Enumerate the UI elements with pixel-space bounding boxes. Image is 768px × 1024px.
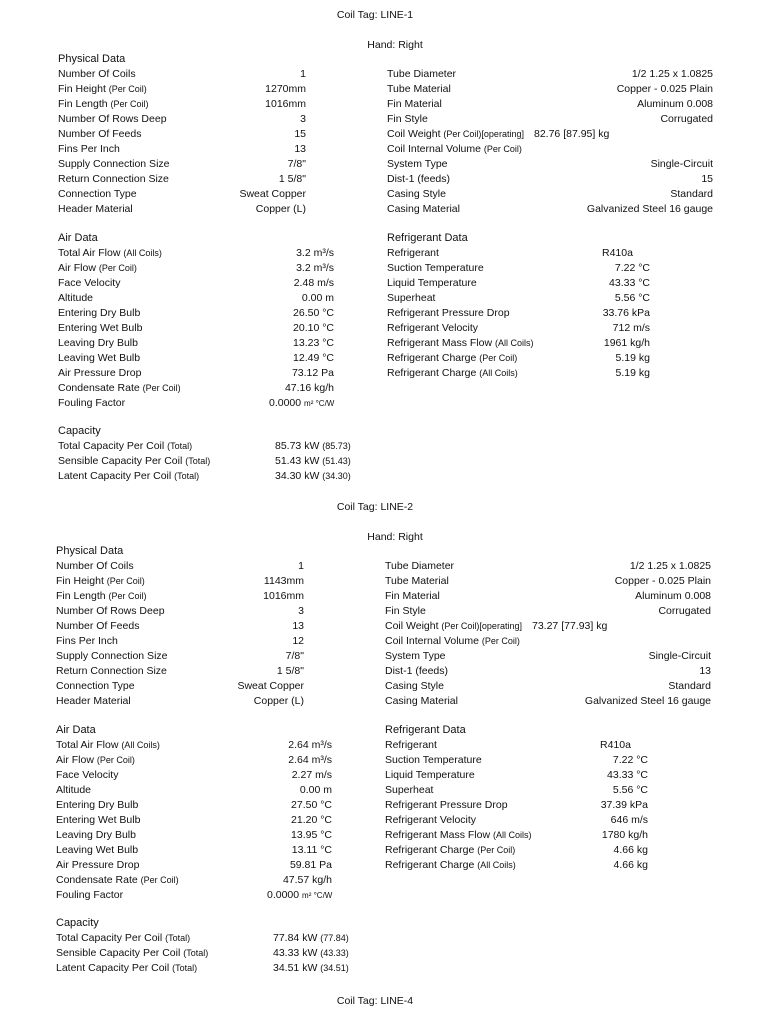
air-data-label: Air Pressure Drop — [58, 367, 142, 379]
air-data-label: Air Flow (Per Coil) — [58, 262, 137, 274]
air-data-label: Fouling Factor — [56, 889, 124, 901]
refrigerant-data-label: Superheat — [385, 784, 434, 796]
hand-label: Hand: — [367, 39, 396, 51]
physical-left-label: Number Of Rows Deep — [58, 113, 167, 125]
physical-left-label: Return Connection Size — [56, 665, 167, 677]
air-data-value — [269, 396, 334, 411]
air-data-number: 0.0000 — [267, 889, 300, 901]
refrigerant-data-value: 712 m/s — [612, 322, 650, 334]
refrigerant-data-label: Refrigerant Pressure Drop — [387, 307, 510, 319]
physical-right-label: System Type — [385, 650, 446, 662]
refrigerant-data-value: 5.19 kg — [615, 367, 650, 379]
air-data-value: 0.00 m — [299, 784, 332, 796]
air-data-label: Face Velocity — [56, 769, 119, 781]
refrigerant-data-label: Refrigerant Pressure Drop — [385, 799, 508, 811]
physical-right-value: 1/2 1.25 x 1.0825 — [629, 560, 711, 572]
physical-left-value: Sweat Copper — [237, 680, 304, 692]
air-data-label: Altitude — [58, 292, 94, 304]
physical-left-label: Number Of Coils — [56, 560, 134, 572]
physical-right-value: Galvanized Steel 16 gauge — [584, 695, 711, 707]
physical-right-label: Casing Material — [385, 695, 458, 707]
air-data-label: Condensate Rate (Per Coil) — [58, 382, 181, 394]
physical-data-heading: Physical Data — [58, 53, 126, 65]
air-data-value: 21.20 °C — [291, 814, 332, 826]
capacity-value — [273, 931, 349, 946]
air-data-number: 0.0000 — [269, 397, 302, 409]
physical-right-label: Fin Style — [387, 113, 428, 125]
air-data-label: Air Flow (Per Coil) — [56, 754, 135, 766]
physical-left-value: 1 5/8" — [278, 173, 306, 185]
air-data-heading: Air Data — [56, 724, 96, 736]
physical-right-label: Casing Style — [385, 680, 444, 692]
capacity-value — [273, 946, 349, 961]
refrigerant-data-value: 7.22 °C — [612, 754, 648, 766]
air-data-value: 3.2 m³/s — [296, 262, 334, 274]
capacity-label: Total Capacity Per Coil (Total) — [58, 440, 193, 452]
physical-right-value: Copper - 0.025 Plain — [616, 83, 713, 95]
air-data-value: 0.00 m — [301, 292, 334, 304]
hand-label: Hand: — [367, 531, 396, 543]
physical-left-label: Header Material — [56, 695, 131, 707]
physical-left-label: Number Of Rows Deep — [56, 605, 165, 617]
air-data-value: 20.10 °C — [293, 322, 334, 334]
capacity-extra: (77.84) — [320, 933, 349, 943]
air-data-value: 12.49 °C — [293, 352, 334, 364]
air-data-label: Entering Wet Bulb — [56, 814, 141, 826]
air-data-label: Leaving Wet Bulb — [56, 844, 139, 856]
air-data-label: Leaving Wet Bulb — [58, 352, 141, 364]
physical-right-label: Tube Material — [385, 575, 449, 587]
physical-data-heading: Physical Data — [56, 545, 124, 557]
capacity-number: 85.73 kW — [275, 440, 320, 452]
physical-left-value: 13 — [292, 620, 304, 632]
air-data-value — [267, 888, 332, 903]
refrigerant-data-label: Refrigerant Velocity — [387, 322, 479, 334]
physical-right-value: 73.27 [77.93] kg — [532, 620, 608, 632]
physical-left-value: 1 5/8" — [276, 665, 304, 677]
physical-right-label: Tube Diameter — [385, 560, 455, 572]
refrigerant-data-label: Refrigerant Charge (Per Coil) — [387, 352, 518, 364]
air-data-unit: m² °C/W — [302, 891, 333, 900]
physical-left-value: 15 — [294, 128, 306, 140]
physical-right-label: Dist-1 (feeds) — [387, 173, 451, 185]
physical-left-value: 13 — [294, 143, 306, 155]
physical-right-value: Galvanized Steel 16 gauge — [586, 203, 713, 215]
physical-left-label: Fins Per Inch — [58, 143, 120, 155]
air-data-value: 47.57 kg/h — [282, 874, 332, 886]
physical-right-label: Tube Material — [387, 83, 451, 95]
refrigerant-data-label: Superheat — [387, 292, 436, 304]
refrigerant-data-heading: Refrigerant Data — [385, 724, 466, 736]
physical-right-value: Aluminum 0.008 — [635, 590, 711, 602]
physical-left-value: Sweat Copper — [239, 188, 306, 200]
physical-left-label: Supply Connection Size — [58, 158, 170, 170]
hand-value: Right — [398, 531, 423, 543]
physical-right-label: Dist-1 (feeds) — [385, 665, 449, 677]
physical-left-value: Copper (L) — [253, 695, 304, 707]
hand-line — [20, 38, 768, 53]
refrigerant-data-value: 4.66 kg — [613, 844, 648, 856]
hand-value: Right — [398, 39, 423, 51]
physical-right-value: 13 — [699, 665, 711, 677]
physical-left-value: 1143mm — [263, 575, 304, 587]
air-data-value: 13.95 °C — [291, 829, 332, 841]
air-data-label: Entering Dry Bulb — [56, 799, 139, 811]
physical-left-label: Fin Length (Per Coil) — [58, 98, 149, 110]
refrigerant-data-value: 5.56 °C — [614, 292, 650, 304]
air-data-value: 73.12 Pa — [291, 367, 334, 379]
air-data-label: Entering Dry Bulb — [58, 307, 141, 319]
physical-right-label: Casing Material — [387, 203, 460, 215]
physical-left-value: 1270mm — [265, 83, 306, 95]
physical-right-value: 1/2 1.25 x 1.0825 — [631, 68, 713, 80]
capacity-number: 34.51 kW — [273, 962, 318, 974]
coil-tag-label: Coil Tag: — [336, 995, 378, 1007]
coil-tag-label: Coil Tag: — [336, 9, 378, 21]
air-data-label: Face Velocity — [58, 277, 121, 289]
physical-right-value: Standard — [670, 188, 713, 200]
physical-right-label: Fin Style — [385, 605, 426, 617]
capacity-label: Sensible Capacity Per Coil (Total) — [58, 455, 211, 467]
physical-right-label: Tube Diameter — [387, 68, 457, 80]
physical-left-value: 1016mm — [265, 98, 306, 110]
physical-left-value: 1 — [300, 68, 306, 80]
physical-right-label: Fin Material — [385, 590, 440, 602]
physical-left-label: Fins Per Inch — [56, 635, 118, 647]
physical-right-label: Casing Style — [387, 188, 446, 200]
physical-right-value: Single-Circuit — [650, 158, 713, 170]
air-data-value: 26.50 °C — [293, 307, 334, 319]
refrigerant-data-value: 37.39 kPa — [600, 799, 648, 811]
capacity-value — [275, 454, 351, 469]
capacity-extra: (85.73) — [322, 441, 351, 451]
physical-right-value: Copper - 0.025 Plain — [614, 575, 711, 587]
refrigerant-data-value: 5.56 °C — [612, 784, 648, 796]
air-data-value: 13.23 °C — [293, 337, 334, 349]
refrigerant-data-label: Refrigerant — [385, 739, 437, 751]
capacity-number: 43.33 kW — [273, 947, 318, 959]
capacity-extra: (43.33) — [320, 948, 349, 958]
refrigerant-data-label: Suction Temperature — [387, 262, 484, 274]
physical-left-value: 12 — [292, 635, 304, 647]
refrigerant-data-label: Refrigerant Charge (Per Coil) — [385, 844, 516, 856]
physical-left-label: Fin Height (Per Coil) — [58, 83, 147, 95]
physical-left-value: 7/8" — [285, 650, 304, 662]
physical-left-label: Fin Height (Per Coil) — [56, 575, 145, 587]
physical-right-value: 82.76 [87.95] kg — [534, 128, 610, 140]
refrigerant-data-value: 1780 kg/h — [601, 829, 648, 841]
air-data-value: 13.11 °C — [291, 844, 332, 856]
air-data-value: 47.16 kg/h — [284, 382, 334, 394]
capacity-label: Latent Capacity Per Coil (Total) — [56, 962, 198, 974]
refrigerant-data-label: Refrigerant Mass Flow (All Coils) — [387, 337, 534, 349]
air-data-label: Condensate Rate (Per Coil) — [56, 874, 179, 886]
capacity-extra: (51.43) — [322, 456, 351, 466]
refrigerant-data-value: 43.33 °C — [609, 277, 650, 289]
refrigerant-data-value: 7.22 °C — [614, 262, 650, 274]
physical-left-value: Copper (L) — [255, 203, 306, 215]
refrigerant-data-label: Suction Temperature — [385, 754, 482, 766]
refrigerant-data-value: 4.66 kg — [613, 859, 648, 871]
capacity-heading: Capacity — [56, 917, 99, 929]
air-data-label: Entering Wet Bulb — [58, 322, 143, 334]
physical-left-value: 1016mm — [263, 590, 304, 602]
hand-line — [20, 530, 768, 545]
refrigerant-data-label: Refrigerant Mass Flow (All Coils) — [385, 829, 532, 841]
air-data-unit: m² °C/W — [304, 399, 335, 408]
physical-left-label: Return Connection Size — [58, 173, 169, 185]
capacity-extra: (34.51) — [320, 963, 349, 973]
physical-left-value: 3 — [300, 113, 306, 125]
refrigerant-data-value: 33.76 kPa — [602, 307, 650, 319]
capacity-label: Sensible Capacity Per Coil (Total) — [56, 947, 209, 959]
refrigerant-data-label: Refrigerant — [387, 247, 439, 259]
physical-right-value: Single-Circuit — [648, 650, 711, 662]
capacity-value — [273, 961, 349, 976]
physical-left-label: Fin Length (Per Coil) — [56, 590, 147, 602]
physical-left-label: Number Of Feeds — [56, 620, 140, 632]
refrigerant-data-value: 646 m/s — [610, 814, 648, 826]
air-data-value: 2.64 m³/s — [288, 754, 332, 766]
air-data-value: 59.81 Pa — [289, 859, 332, 871]
physical-left-value: 7/8" — [287, 158, 306, 170]
physical-right-label: Coil Weight (Per Coil)[operating] — [385, 620, 522, 632]
physical-left-label: Connection Type — [58, 188, 137, 200]
physical-right-value: Corrugated — [658, 605, 711, 617]
air-data-value: 2.48 m/s — [293, 277, 334, 289]
refrigerant-data-label: Refrigerant Charge (All Coils) — [385, 859, 516, 871]
coil-tag-value: LINE-2 — [380, 501, 414, 513]
physical-left-value: 3 — [298, 605, 304, 617]
physical-right-label: Coil Internal Volume (Per Coil) — [385, 635, 520, 647]
refrigerant-data-value: 43.33 °C — [607, 769, 648, 781]
air-data-label: Leaving Dry Bulb — [56, 829, 136, 841]
capacity-label: Latent Capacity Per Coil (Total) — [58, 470, 200, 482]
coil-tag-value: LINE-1 — [380, 9, 414, 21]
physical-right-label: Coil Weight (Per Coil)[operating] — [387, 128, 524, 140]
refrigerant-data-value: R410a — [602, 247, 633, 259]
physical-right-value: Corrugated — [660, 113, 713, 125]
capacity-number: 34.30 kW — [275, 470, 320, 482]
capacity-number: 51.43 kW — [275, 455, 320, 467]
physical-left-label: Connection Type — [56, 680, 135, 692]
air-data-value: 2.27 m/s — [291, 769, 332, 781]
physical-left-label: Header Material — [58, 203, 133, 215]
refrigerant-data-value: 1961 kg/h — [603, 337, 650, 349]
capacity-number: 77.84 kW — [273, 932, 318, 944]
physical-left-label: Supply Connection Size — [56, 650, 168, 662]
capacity-value — [275, 439, 351, 454]
refrigerant-data-label: Refrigerant Charge (All Coils) — [387, 367, 518, 379]
capacity-label: Total Capacity Per Coil (Total) — [56, 932, 191, 944]
refrigerant-data-label: Refrigerant Velocity — [385, 814, 477, 826]
physical-right-value: Aluminum 0.008 — [637, 98, 713, 110]
capacity-heading: Capacity — [58, 425, 101, 437]
air-data-value: 27.50 °C — [291, 799, 332, 811]
physical-left-label: Number Of Feeds — [58, 128, 142, 140]
air-data-heading: Air Data — [58, 232, 98, 244]
refrigerant-data-label: Liquid Temperature — [385, 769, 475, 781]
refrigerant-data-value: 5.19 kg — [615, 352, 650, 364]
coil-tag-value: LINE-4 — [380, 995, 414, 1007]
physical-right-value: 15 — [701, 173, 713, 185]
physical-right-value: Standard — [668, 680, 711, 692]
refrigerant-data-label: Liquid Temperature — [387, 277, 477, 289]
physical-right-label: Coil Internal Volume (Per Coil) — [387, 143, 522, 155]
coil-tag-line — [0, 500, 750, 515]
air-data-label: Leaving Dry Bulb — [58, 337, 138, 349]
coil-tag-line — [0, 994, 750, 1009]
physical-right-label: System Type — [387, 158, 448, 170]
air-data-label: Altitude — [56, 784, 92, 796]
air-data-label: Fouling Factor — [58, 397, 126, 409]
coil-tag-line — [0, 8, 750, 23]
capacity-value — [275, 469, 351, 484]
refrigerant-data-heading: Refrigerant Data — [387, 232, 468, 244]
air-data-value: 3.2 m³/s — [296, 247, 334, 259]
air-data-label: Total Air Flow (All Coils) — [56, 739, 160, 751]
coil-tag-label: Coil Tag: — [336, 501, 378, 513]
physical-left-label: Number Of Coils — [58, 68, 136, 80]
air-data-label: Air Pressure Drop — [56, 859, 140, 871]
refrigerant-data-value: R410a — [600, 739, 631, 751]
air-data-value: 2.64 m³/s — [288, 739, 332, 751]
physical-right-label: Fin Material — [387, 98, 442, 110]
physical-left-value: 1 — [298, 560, 304, 572]
air-data-label: Total Air Flow (All Coils) — [58, 247, 162, 259]
capacity-extra: (34.30) — [322, 471, 351, 481]
